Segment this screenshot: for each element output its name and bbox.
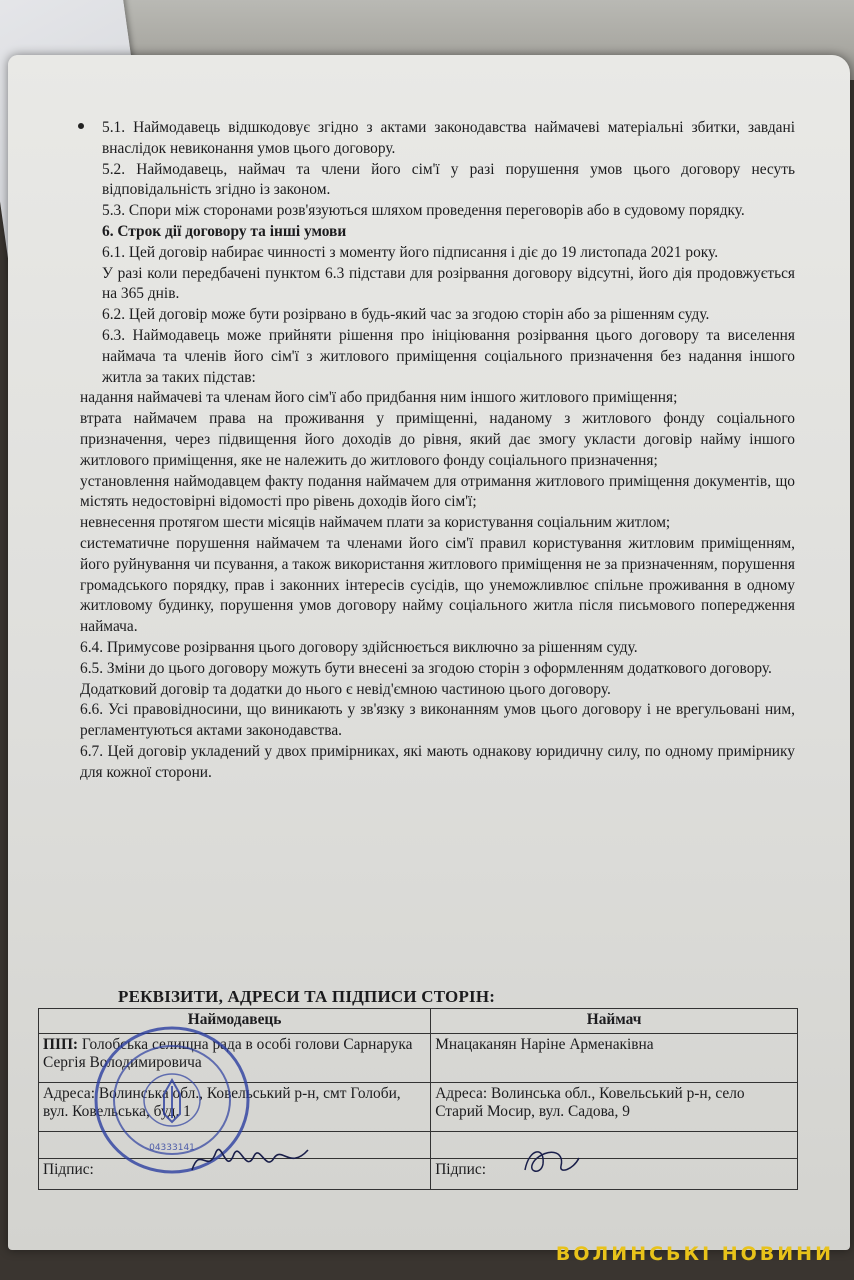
tenant-address: Адреса: Волинська обл., Ковельський р-н, село Старий Мосир, вул. Садова, 9 [431, 1083, 798, 1132]
contract-paragraph: втрата наймачем права на проживання у приміщенні, наданому з житлового фонду соціального призначення, через підвищення його доходів до рівня, який дає змогу укласти договір найму іншого житлового приміщення, яке не належить до житлового фонду соціального призначення; [80, 410, 795, 469]
contract-paragraph: невнесення протягом шести місяців наймачем плати за користування соціальним житлом; [80, 514, 671, 532]
contract-text [80, 118, 795, 784]
contract-paragraph: 6.7. Цей договір укладений у двох примірниках, які мають однакову юридичну силу, по одному примірнику для кожної сторони. [80, 742, 795, 781]
landlord-name: Голобська селищна рада в особі голови Сарнарука Сергія Володимировича [43, 1036, 413, 1071]
contract-paragraph: 6.5. Зміни до цього договору можуть бути внесені за згодою сторін з оформленням додаткового договору. [80, 659, 772, 677]
requisites-title: РЕКВІЗИТИ, АДРЕСИ ТА ПІДПИСИ СТОРІН: [118, 987, 496, 1006]
contract-paragraph: 5.1. Наймодавець відшкодовує згідно з актами законодавства наймачеві матеріальні збитки, завдані внаслідок невиконання умов цього договору. [102, 119, 795, 157]
landlord-signature-label: Підпис: [39, 1159, 431, 1190]
tenant-name: Мнацаканян Наріне Арменаківна [431, 1034, 798, 1083]
tenant-header: Наймач [431, 1009, 798, 1034]
contract-paragraph: 6.1. Цей договір набирає чинності з моменту його підписання і діє до 19 листопада 2021 року. [102, 243, 719, 261]
contract-paragraph: Додатковий договір та додатки до нього є невід'ємною частиною цього договору. [80, 680, 611, 698]
contract-paragraph: 5.2. Наймодавець, наймач та члени його сім'ї у разі порушення умов цього договору несуть відповідальність згідно із законом. [102, 160, 795, 199]
contract-paragraph: установлення наймодавцем факту подання наймачем для отримання житлового приміщення документів, що містять недостовірні відомості про рівень доходів його сім'ї; [80, 472, 795, 511]
landlord-name-label: ПІП: [43, 1036, 79, 1053]
contract-paragraph: 6.4. Примусове розірвання цього договору здійснюється виключно за рішенням суду. [80, 638, 638, 656]
contract-paragraph: надання наймачеві та членам його сім'ї або придбання ним іншого житлового приміщення; [80, 389, 678, 407]
landlord-signature [190, 1140, 310, 1180]
contract-paragraph: 6.3. Наймодавець може прийняти рішення про ініціювання розірвання цього договору та виселення наймача та членів його сім'ї з житлового приміщення соціального призначення без надання іншого житла за таких підстав: [102, 326, 795, 386]
empty-cell [431, 1132, 798, 1159]
landlord-address: Адреса: Волинська обл., Ковельський р-н, смт Голоби, вул. Ковельська, буд. 1 [39, 1083, 431, 1132]
tenant-signature [515, 1140, 585, 1180]
contract-paragraph: 5.3. Спори між сторонами розв'язуються шляхом проведення переговорів або в судовому порядку. [102, 202, 745, 220]
section-heading: 6. Строк дії договору та інші умови [102, 222, 347, 240]
contract-paragraph: 6.6. Усі правовідносини, що виникають у зв'язку з виконанням умов цього договору і не врегульовані ним, регламентуються актами законодавства. [80, 701, 795, 740]
watermark-logo: ВОЛИНСЬКІ НОВИНИ [555, 1243, 834, 1265]
contract-paragraph: систематичне порушення наймачем та членами його сім'ї правил користування житловим приміщенням, його руйнування чи псування, а також використання житлового приміщення не за призначенням, порушення громадського порядку, прав і законних інтересів сусідів, що унеможливлює спільне проживання в одному житловому будинку, порушення умов договору найму соціального житла після письмового попередження наймача. [80, 534, 795, 636]
landlord-header: Наймодавець [39, 1009, 431, 1034]
contract-paragraph: 6.2. Цей договір може бути розірвано в будь-який час за згодою сторін або за рішенням суду. [102, 306, 710, 324]
contract-paragraph: У разі коли передбачені пунктом 6.3 підстави для розірвання договору відсутні, його дія продовжується на 365 днів. [102, 264, 795, 303]
stamp-code: 04333141 [149, 1143, 195, 1153]
tenant-signature-label: Підпис: [431, 1159, 798, 1190]
